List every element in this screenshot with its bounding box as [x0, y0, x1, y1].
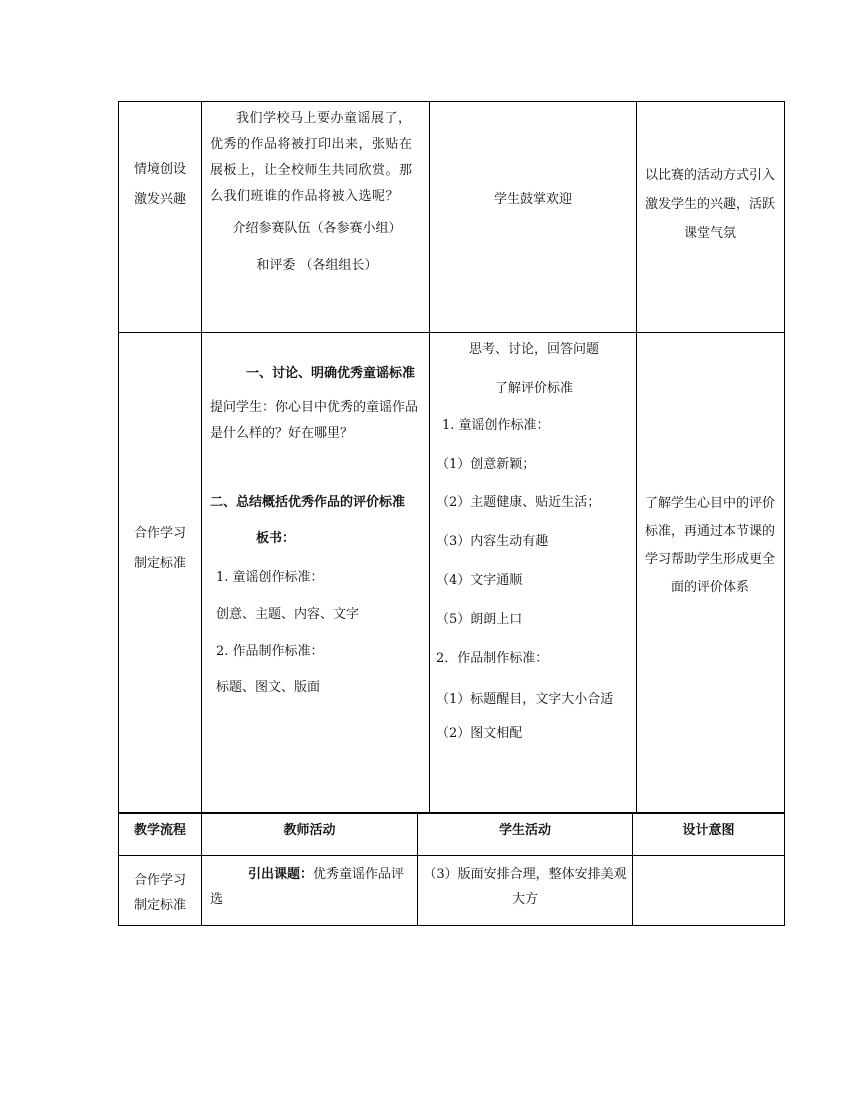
stage-line: 制定标准	[133, 898, 186, 913]
standard-item: （3）内容生动有趣	[436, 534, 549, 550]
stage-line: 合作学习	[133, 873, 186, 888]
teacher-line: 和评委 （各组组长）	[256, 257, 378, 273]
board-item-detail: 标题、图文、版面	[216, 680, 321, 696]
stage-cell-3	[119, 868, 201, 918]
col-line	[784, 812, 785, 926]
board-item: 1. 童谣创作标准：	[216, 569, 324, 585]
table-border-top	[118, 101, 785, 102]
standard-heading: 2．作品制作标准：	[436, 650, 549, 666]
standard-item: （4）文字通顺	[436, 573, 523, 589]
student-cell-2	[436, 341, 632, 743]
design-text: 了解学生心目中的评价标准，再通过本节课的学习帮助学生形成更全面的评价体系	[644, 496, 775, 595]
table-border-bottom	[118, 925, 785, 926]
section-heading: 一、讨论、明确优秀童谣标准	[246, 366, 416, 381]
board-label: 板书：	[256, 531, 296, 546]
header-col-design: 设计意图	[682, 823, 735, 838]
stage-cell-2	[119, 519, 201, 579]
student-cell-1	[430, 191, 636, 210]
teacher-cell-1	[210, 106, 424, 276]
design-cell-2	[642, 490, 778, 602]
teacher-line: 介绍参赛队伍（各参赛小组）	[232, 221, 402, 236]
stage-line: 激发兴趣	[133, 192, 186, 207]
header-col-teacher: 教师活动	[283, 823, 336, 838]
stage-line: 情境创设	[133, 162, 186, 177]
standard-item: （1）标题醒目，文字大小合适	[436, 691, 614, 707]
row-divider-thick	[118, 812, 785, 814]
col-line	[201, 101, 202, 814]
board-item: 2. 作品制作标准：	[216, 643, 324, 659]
teacher-question: 提问学生：你心目中优秀的童谣作品是什么样的？好在哪里？	[210, 400, 419, 441]
design-cell-1	[642, 161, 778, 248]
stage-line: 制定标准	[133, 556, 186, 571]
student-text: （3）版面安排合理，整体安排美观大方	[423, 867, 627, 907]
standard-item: （5）朗朗上口	[436, 611, 523, 627]
design-text: 以比赛的活动方式引入激发学生的兴趣，活跃课堂气氛	[644, 168, 775, 241]
stage-line: 合作学习	[133, 526, 186, 541]
standard-item: （2）图文相配	[436, 725, 523, 741]
student-text: 学生鼓掌欢迎	[493, 192, 572, 207]
board-item-detail: 创意、主题、内容、文字	[216, 606, 360, 622]
col-line	[636, 101, 637, 814]
teacher-label: 引出课题：	[248, 867, 314, 882]
header-col-stage: 教学流程	[133, 823, 186, 838]
stage-cell-1	[119, 155, 201, 215]
teacher-cell-3	[210, 862, 412, 912]
row-divider	[118, 855, 785, 856]
standard-item: （2）主题健康、贴近生活；	[436, 495, 601, 511]
header-col-student: 学生活动	[498, 823, 551, 838]
teacher-paragraph: 我们学校马上要办童谣展了，优秀的作品将被打印出来，张贴在展板上，让全校师生共同欣赏。那么我们班谁的作品将被入选呢？	[210, 111, 413, 204]
standard-item: （1）创意新颖；	[436, 456, 536, 472]
teacher-cell-2	[210, 360, 424, 698]
standard-heading: 1. 童谣创作标准：	[442, 417, 550, 433]
teacher-text: 优秀童谣作品评选	[210, 867, 405, 907]
student-intro: 了解评价标准	[494, 380, 573, 396]
section-heading: 二、总结概括优秀作品的评价标准	[210, 495, 406, 510]
student-cell-3	[422, 862, 628, 912]
row-divider	[118, 332, 785, 333]
student-intro: 思考、讨论，回答问题	[468, 342, 599, 357]
col-line	[784, 101, 785, 814]
